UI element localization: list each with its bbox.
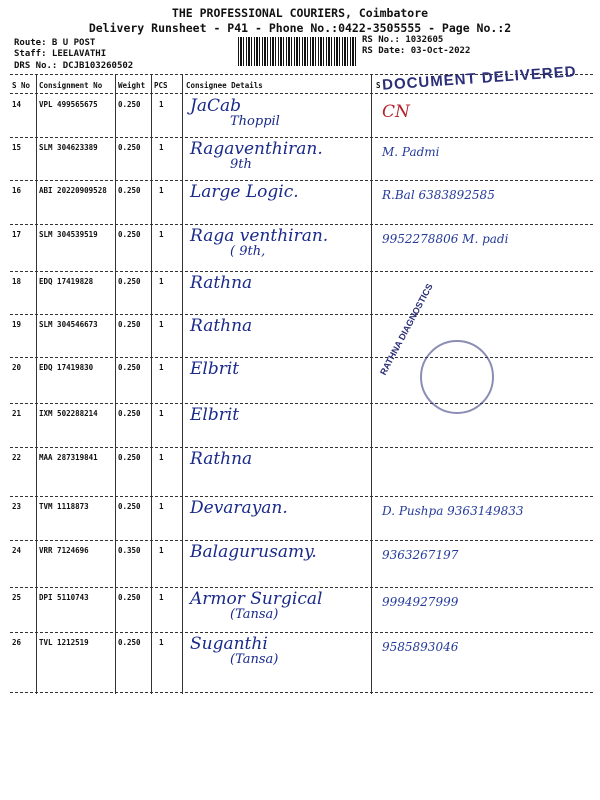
row-consignee-name: Rathna [190, 273, 253, 293]
row-consignment-no: SLM 304623389 [39, 143, 98, 152]
row-signature: R.Bal 6383892585 [382, 188, 495, 202]
row-consignee-detail: (Tansa) [230, 607, 279, 622]
column-divider [115, 74, 116, 694]
row-consignee-name: Armor Surgical [190, 589, 323, 609]
row-signature: 9363267197 [382, 548, 459, 562]
row-weight: 0.250 [118, 186, 141, 195]
row-sno: 18 [12, 277, 22, 286]
row-weight: 0.250 [118, 143, 141, 152]
col-header-sno: S No [12, 81, 31, 90]
row-consignment-no: VRR 7124696 [39, 546, 89, 555]
row-weight: 0.250 [118, 638, 141, 647]
row-consignee-detail: ( 9th, [230, 244, 266, 259]
row-consignee-name: Elbrit [190, 359, 240, 379]
row-consignee-detail: Thoppil [230, 114, 280, 129]
col-header-weight: Weight [118, 81, 146, 90]
column-divider [371, 74, 372, 694]
row-pcs: 1 [159, 230, 164, 239]
row-divider [10, 587, 593, 588]
row-pcs: 1 [159, 409, 164, 418]
row-consignee-name: Raga venthiran. [190, 226, 329, 246]
row-sno: 17 [12, 230, 22, 239]
row-weight: 0.350 [118, 546, 141, 555]
row-consignment-no: IXM 502288214 [39, 409, 98, 418]
row-weight: 0.250 [118, 363, 141, 372]
row-consignee-detail: 9th [230, 157, 252, 172]
row-sno: 22 [12, 453, 22, 462]
row-consignee-name: Balagurusamy. [190, 542, 317, 562]
row-consignee-name: Rathna [190, 316, 253, 336]
row-pcs: 1 [159, 100, 164, 109]
column-divider [151, 74, 152, 694]
row-signature: 9952278806 M. padi [382, 232, 509, 246]
row-weight: 0.250 [118, 502, 141, 511]
row-consignment-no: EDQ 17419828 [39, 277, 94, 286]
row-divider [10, 180, 593, 181]
row-weight: 0.250 [118, 320, 141, 329]
row-signature: 9994927999 [382, 595, 459, 609]
row-pcs: 1 [159, 638, 164, 647]
row-consignment-no: MAA 287319841 [39, 453, 98, 462]
col-header-consignment: Consignment No [39, 81, 103, 90]
row-pcs: 1 [159, 453, 164, 462]
row-sno: 26 [12, 638, 22, 647]
stamp-circle [420, 340, 494, 414]
col-header-signature: S [376, 81, 381, 90]
table-header-rule [10, 93, 593, 94]
rathna-stamp: RATHNA DIAGNOSTICS [378, 281, 435, 377]
row-pcs: 1 [159, 277, 164, 286]
row-weight: 0.250 [118, 230, 141, 239]
drs-number: DRS No.: DCJB103260502 [14, 61, 134, 71]
col-header-pcs: PCS [154, 81, 168, 90]
row-divider [10, 496, 593, 497]
row-divider [10, 357, 593, 358]
row-consignment-no: VPL 499565675 [39, 100, 98, 109]
row-consignee-name: Large Logic. [190, 182, 299, 202]
row-weight: 0.250 [118, 453, 141, 462]
row-pcs: 1 [159, 320, 164, 329]
row-signature: CN [382, 102, 410, 122]
row-consignee-name: Suganthi [190, 634, 268, 654]
route-label: Route: B U POST [14, 38, 96, 48]
runsheet-subtitle: Delivery Runsheet - P41 - Phone No.:0422-3505555 - Page No.:2 [88, 21, 512, 35]
row-sno: 15 [12, 143, 22, 152]
row-consignment-no: DPI 5110743 [39, 593, 89, 602]
row-divider [10, 224, 593, 225]
row-consignee-name: Elbrit [190, 405, 240, 425]
row-pcs: 1 [159, 143, 164, 152]
row-pcs: 1 [159, 546, 164, 555]
row-consignee-name: Devarayan. [190, 498, 288, 518]
col-header-consignee: Consignee Details [186, 81, 263, 90]
row-divider [10, 137, 593, 138]
row-consignment-no: ABI 20220909528 [39, 186, 107, 195]
row-pcs: 1 [159, 593, 164, 602]
row-divider [10, 271, 593, 272]
row-sno: 21 [12, 409, 22, 418]
row-divider [10, 632, 593, 633]
row-consignment-no: TVL 1212519 [39, 638, 89, 647]
row-divider [10, 403, 593, 404]
barcode [238, 37, 356, 66]
row-divider [10, 692, 593, 693]
row-divider [10, 447, 593, 448]
row-weight: 0.250 [118, 593, 141, 602]
row-pcs: 1 [159, 363, 164, 372]
row-consignee-name: JaCab [190, 96, 241, 116]
row-divider [10, 540, 593, 541]
rs-date: RS Date: 03-Oct-2022 [362, 46, 471, 56]
rs-number: RS No.: 1032605 [362, 35, 444, 45]
row-signature: 9585893046 [382, 640, 459, 654]
row-pcs: 1 [159, 186, 164, 195]
row-consignment-no: SLM 304546673 [39, 320, 98, 329]
column-divider [36, 74, 37, 694]
staff-label: Staff: LEELAVATHI [14, 49, 107, 59]
row-signature: M. Padmi [382, 145, 440, 159]
row-sno: 23 [12, 502, 22, 511]
runsheet-title: THE PROFESSIONAL COURIERS, Coimbatore [171, 6, 429, 20]
row-consignment-no: EDQ 17419830 [39, 363, 94, 372]
row-sno: 25 [12, 593, 22, 602]
document-delivered-stamp: DOCUMENT DELIVERED [381, 63, 578, 94]
row-consignee-name: Rathna [190, 449, 253, 469]
row-consignment-no: TVM 1118873 [39, 502, 89, 511]
row-weight: 0.250 [118, 100, 141, 109]
row-pcs: 1 [159, 502, 164, 511]
row-consignee-name: Ragaventhiran. [190, 139, 323, 159]
row-weight: 0.250 [118, 409, 141, 418]
row-sno: 16 [12, 186, 22, 195]
row-sno: 24 [12, 546, 22, 555]
row-signature: D. Pushpa 9363149833 [382, 504, 524, 518]
row-sno: 20 [12, 363, 22, 372]
row-sno: 14 [12, 100, 22, 109]
column-divider [182, 74, 183, 694]
row-weight: 0.250 [118, 277, 141, 286]
row-consignment-no: SLM 304539519 [39, 230, 98, 239]
row-divider [10, 314, 593, 315]
row-sno: 19 [12, 320, 22, 329]
row-consignee-detail: (Tansa) [230, 652, 279, 667]
